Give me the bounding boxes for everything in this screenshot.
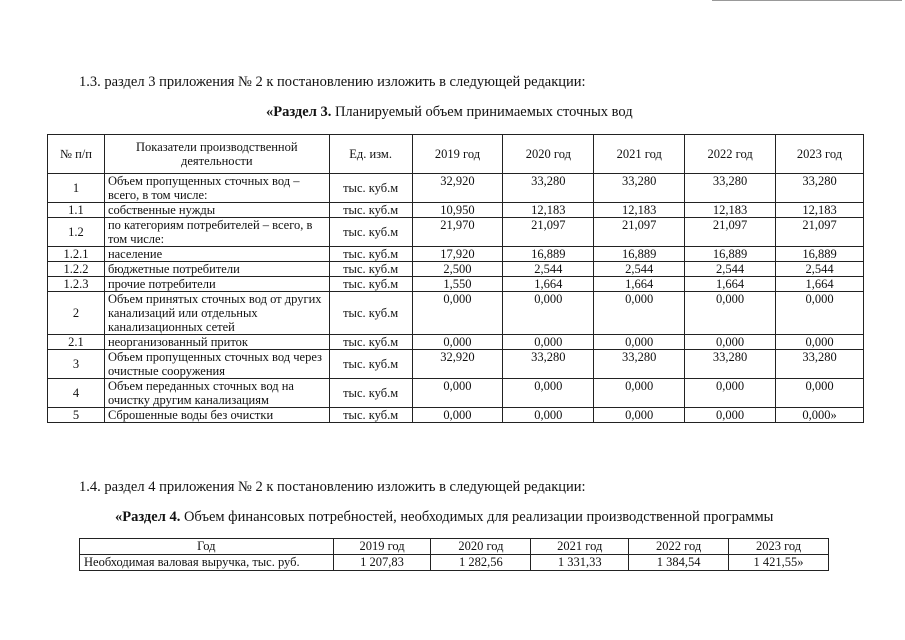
cell-y2021: 0,000 (594, 292, 685, 335)
cell-y2023: 0,000 (776, 292, 864, 335)
table-row (48, 203, 864, 218)
cell-indicator: Объем пропущенных сточных вод – всего, в том числе: (104, 174, 329, 203)
cell-y2022: 16,889 (685, 247, 776, 262)
cell-unit: тыс. куб.м (329, 379, 412, 408)
t4-value-2019: 1 207,83 (333, 555, 431, 571)
cell-num: 1.2.3 (48, 277, 105, 292)
cell-indicator: Объем принятых сточных вод от других канализаций или отдельных канализационных сетей (104, 292, 329, 335)
cell-indicator: бюджетные потребители (104, 262, 329, 277)
cell-y2019: 0,000 (412, 292, 503, 335)
cell-y2021: 21,097 (594, 218, 685, 247)
cell-num: 2.1 (48, 335, 105, 350)
table4-row (80, 555, 829, 571)
cell-y2021: 0,000 (594, 335, 685, 350)
top-rule (712, 0, 902, 1)
cell-y2021: 0,000 (594, 408, 685, 423)
cell-y2019: 21,970 (412, 218, 503, 247)
cell-num: 1.2.2 (48, 262, 105, 277)
cell-y2020: 33,280 (503, 174, 594, 203)
t4-header-2022: 2022 год (629, 539, 729, 555)
cell-y2020: 1,664 (503, 277, 594, 292)
cell-y2019: 32,920 (412, 350, 503, 379)
cell-num: 1.2 (48, 218, 105, 247)
cell-unit: тыс. куб.м (329, 277, 412, 292)
cell-y2022: 21,097 (685, 218, 776, 247)
cell-y2022: 0,000 (685, 379, 776, 408)
cell-unit: тыс. куб.м (329, 203, 412, 218)
cell-y2022: 0,000 (685, 335, 776, 350)
cell-y2020: 16,889 (503, 247, 594, 262)
table-row (48, 174, 864, 203)
table-section-3 (47, 134, 864, 423)
cell-y2023: 2,544 (776, 262, 864, 277)
cell-y2019: 1,550 (412, 277, 503, 292)
cell-y2019: 0,000 (412, 408, 503, 423)
cell-num: 4 (48, 379, 105, 408)
cell-unit: тыс. куб.м (329, 350, 412, 379)
cell-y2021: 2,544 (594, 262, 685, 277)
cell-y2020: 0,000 (503, 292, 594, 335)
cell-y2023: 1,664 (776, 277, 864, 292)
col-header-unit: Ед. изм. (329, 135, 412, 174)
col-header-2020: 2020 год (503, 135, 594, 174)
t4-header-2021: 2021 год (531, 539, 629, 555)
cell-y2022: 33,280 (685, 174, 776, 203)
table-row (48, 335, 864, 350)
t4-row-label: Необходимая валовая выручка, тыс. руб. (80, 555, 334, 571)
cell-indicator: собственные нужды (104, 203, 329, 218)
cell-num: 2 (48, 292, 105, 335)
cell-y2019: 32,920 (412, 174, 503, 203)
cell-y2023: 33,280 (776, 174, 864, 203)
cell-indicator: Объем переданных сточных вод на очистку другим канализациям (104, 379, 329, 408)
col-header-indicator: Показатели производственной деятельности (104, 135, 329, 174)
cell-y2023: 33,280 (776, 350, 864, 379)
table-row (48, 292, 864, 335)
col-header-2022: 2022 год (685, 135, 776, 174)
cell-num: 1.1 (48, 203, 105, 218)
section-4-title: Объем финансовых потребностей, необходимых для реализации производственной программы (180, 509, 774, 525)
cell-num: 3 (48, 350, 105, 379)
table-row (48, 218, 864, 247)
cell-y2020: 0,000 (503, 408, 594, 423)
table-row (48, 247, 864, 262)
cell-y2020: 21,097 (503, 218, 594, 247)
cell-indicator: прочие потребители (104, 277, 329, 292)
paragraph-1-4: 1.4. раздел 4 приложения № 2 к постановлению изложить в следующей редакции: (79, 479, 586, 495)
cell-unit: тыс. куб.м (329, 247, 412, 262)
table4-header-row (80, 539, 829, 555)
cell-y2020: 33,280 (503, 350, 594, 379)
section-4-heading (115, 509, 773, 526)
table-section-4 (79, 538, 829, 571)
cell-indicator: Объем пропущенных сточных вод через очистные сооружения (104, 350, 329, 379)
cell-unit: тыс. куб.м (329, 335, 412, 350)
t4-header-2020: 2020 год (431, 539, 531, 555)
col-header-2019: 2019 год (412, 135, 503, 174)
cell-y2019: 17,920 (412, 247, 503, 262)
section-3-label: «Раздел 3. (266, 104, 332, 120)
col-header-2023: 2023 год (776, 135, 864, 174)
cell-y2019: 0,000 (412, 379, 503, 408)
cell-y2021: 1,664 (594, 277, 685, 292)
cell-y2022: 0,000 (685, 292, 776, 335)
paragraph-1-3: 1.3. раздел 3 приложения № 2 к постановлению изложить в следующей редакции: (79, 74, 586, 90)
t4-value-2023: 1 421,55» (729, 555, 829, 571)
cell-y2019: 10,950 (412, 203, 503, 218)
section-3-heading (266, 104, 633, 121)
col-header-num: № п/п (48, 135, 105, 174)
cell-num: 1 (48, 174, 105, 203)
cell-y2023: 0,000» (776, 408, 864, 423)
cell-y2022: 2,544 (685, 262, 776, 277)
cell-indicator: население (104, 247, 329, 262)
table-section-3-body (48, 174, 864, 423)
cell-y2019: 0,000 (412, 335, 503, 350)
cell-y2021: 33,280 (594, 350, 685, 379)
t4-header-2023: 2023 год (729, 539, 829, 555)
t4-header-year: Год (80, 539, 334, 555)
cell-indicator: Сброшенные воды без очистки (104, 408, 329, 423)
cell-y2023: 0,000 (776, 379, 864, 408)
cell-y2020: 2,544 (503, 262, 594, 277)
cell-y2022: 33,280 (685, 350, 776, 379)
table-row (48, 408, 864, 423)
table-row (48, 379, 864, 408)
t4-value-2020: 1 282,56 (431, 555, 531, 571)
cell-unit: тыс. куб.м (329, 174, 412, 203)
cell-unit: тыс. куб.м (329, 218, 412, 247)
table-row (48, 262, 864, 277)
cell-y2022: 1,664 (685, 277, 776, 292)
section-4-label: «Раздел 4. (115, 509, 181, 525)
table-row (48, 350, 864, 379)
cell-y2021: 16,889 (594, 247, 685, 262)
cell-num: 1.2.1 (48, 247, 105, 262)
col-header-2021: 2021 год (594, 135, 685, 174)
cell-indicator: неорганизованный приток (104, 335, 329, 350)
cell-unit: тыс. куб.м (329, 262, 412, 277)
cell-num: 5 (48, 408, 105, 423)
cell-indicator: по категориям потребителей – всего, в том числе: (104, 218, 329, 247)
cell-y2023: 12,183 (776, 203, 864, 218)
cell-y2020: 0,000 (503, 335, 594, 350)
cell-y2022: 0,000 (685, 408, 776, 423)
cell-y2020: 0,000 (503, 379, 594, 408)
cell-unit: тыс. куб.м (329, 408, 412, 423)
cell-y2023: 21,097 (776, 218, 864, 247)
table-header-row (48, 135, 864, 174)
cell-y2021: 0,000 (594, 379, 685, 408)
cell-y2021: 33,280 (594, 174, 685, 203)
cell-y2020: 12,183 (503, 203, 594, 218)
cell-y2023: 16,889 (776, 247, 864, 262)
section-3-title: Планируемый объем принимаемых сточных вод (331, 104, 633, 120)
cell-y2022: 12,183 (685, 203, 776, 218)
t4-value-2022: 1 384,54 (629, 555, 729, 571)
table-row (48, 277, 864, 292)
cell-y2019: 2,500 (412, 262, 503, 277)
cell-y2021: 12,183 (594, 203, 685, 218)
t4-header-2019: 2019 год (333, 539, 431, 555)
cell-y2023: 0,000 (776, 335, 864, 350)
t4-value-2021: 1 331,33 (531, 555, 629, 571)
cell-unit: тыс. куб.м (329, 292, 412, 335)
